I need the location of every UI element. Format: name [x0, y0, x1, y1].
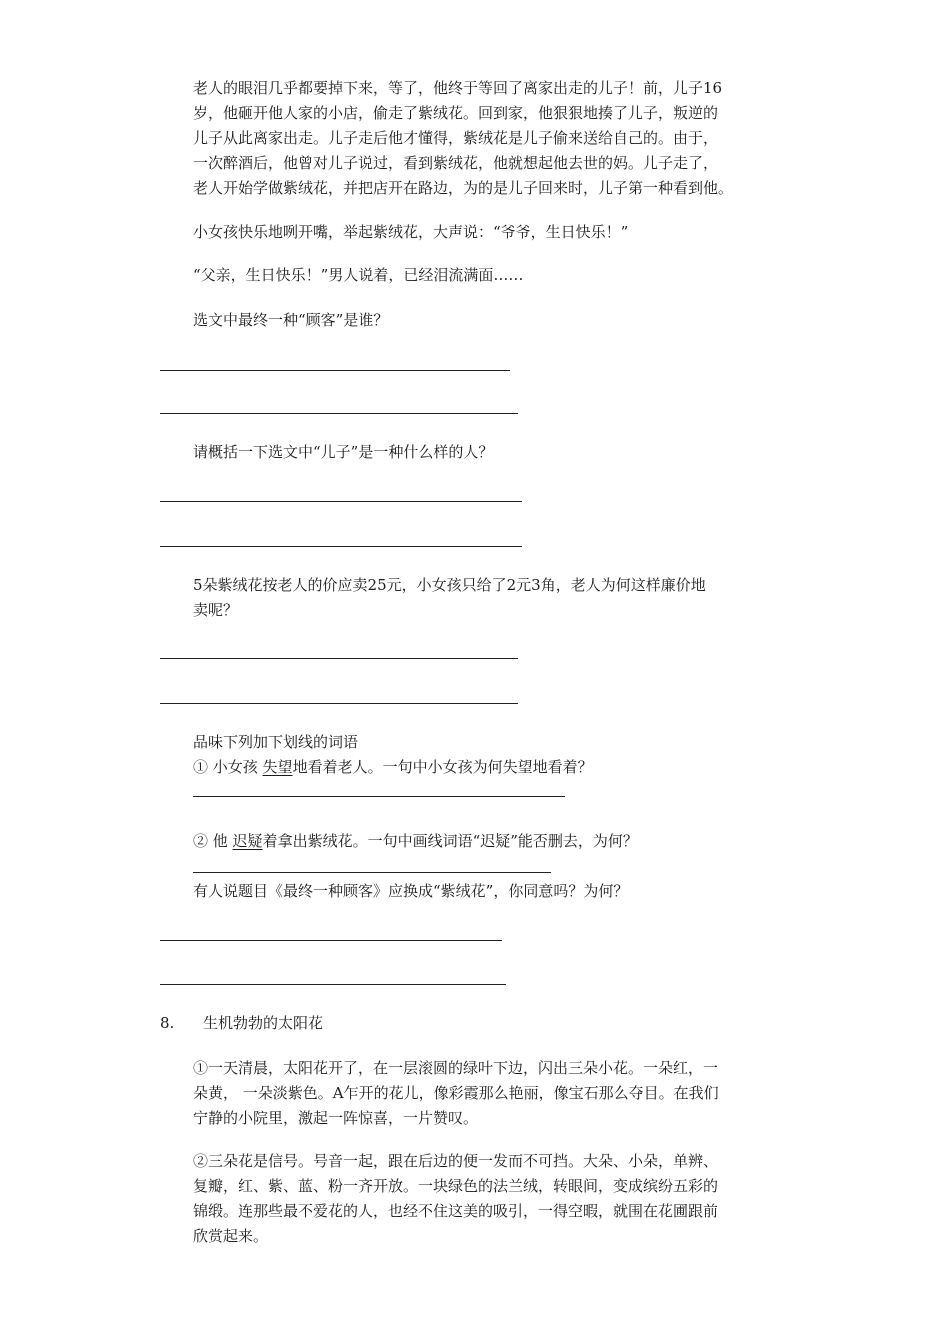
answer-line-q4b[interactable]	[193, 872, 551, 873]
paragraph-1-line: 宁静的小院里，激起一阵惊喜，一片赞叹。	[193, 1109, 479, 1127]
question-3-line1: 5朵紫绒花按老人的价应卖25元，小女孩只给了2元3角，老人为何这样廉价地	[193, 576, 706, 594]
answer-line-q1a[interactable]	[160, 370, 510, 371]
answer-line-q2b[interactable]	[160, 546, 522, 547]
answer-line-q2a[interactable]	[160, 501, 522, 502]
paragraph-1-line: ①一天清晨，太阳花开了，在一层滚圆的绿叶下边，闪出三朵小花。一朵红，一	[193, 1059, 719, 1077]
passage-line: 老人的眼泪几乎都要掉下来，等了，他终于等回了离家出走的儿子！前，儿子16	[193, 79, 723, 97]
paragraph-2-line: 锦缎。连那些最不爱花的人，也经不住这美的吸引，一得空暇，就围在花圃跟前	[193, 1202, 719, 1220]
question-4b-prefix: ② 他	[193, 832, 233, 850]
question-2: 请概括一下选文中“儿子”是一种什么样的人？	[193, 443, 494, 461]
passage-girl-line: 小女孩快乐地咧开嘴，举起紫绒花，大声说：“爷爷，生日快乐！”	[193, 223, 629, 241]
underlined-word-chiyi: 迟疑	[232, 832, 263, 850]
answer-line-q3b[interactable]	[160, 703, 518, 704]
passage-man-line: “父亲，生日快乐！”男人说着，已经泪流满面……	[193, 266, 524, 284]
question-4a-prefix: ① 小女孩	[193, 758, 263, 776]
section-title: 生机勃勃的太阳花	[203, 1014, 324, 1032]
answer-line-q5a[interactable]	[160, 940, 502, 941]
underlined-word-shiwang: 失望	[262, 758, 293, 776]
question-3-line2: 卖呢？	[193, 601, 239, 619]
question-4b	[193, 829, 638, 853]
paragraph-2-line: ②三朵花是信号。号音一起，跟在后边的便一发而不可挡。大朵、小朵，单辨、	[193, 1152, 719, 1170]
answer-line-q5b[interactable]	[160, 984, 506, 985]
answer-line-q4a[interactable]	[193, 796, 565, 797]
passage-line: 岁，他砸开他人家的小店，偷走了紫绒花。回到家，他狠狠地揍了儿子，叛逆的	[193, 104, 719, 122]
question-5: 有人说题目《最终一种顾客》应换成“紫绒花”，你同意吗？为何？	[193, 882, 629, 900]
paragraph-1-line: 朵黄， 一朵淡紫色。A乍开的花儿，像彩霞那么艳丽，像宝石那么夺目。在我们	[193, 1084, 719, 1102]
section-number: 8.	[160, 1014, 175, 1032]
paragraph-2-line: 欣赏起来。	[193, 1227, 269, 1245]
passage-line: 一次醉酒后，他曾对儿子说过，看到紫绒花，他就想起他去世的妈。儿子走了，	[193, 154, 719, 172]
question-4a-suffix: 地看着老人。一句中小女孩为何失望地看着？	[292, 758, 593, 776]
answer-line-q1b[interactable]	[160, 413, 518, 414]
question-1: 选文中最终一种“顾客”是谁？	[193, 311, 389, 329]
passage-line: 儿子从此离家出走。儿子走后他才懂得，紫绒花是儿子偷来送给自己的。由于，	[193, 129, 719, 147]
question-4b-suffix: 着拿出紫绒花。一句中画线词语“迟疑”能否删去，为何？	[262, 832, 638, 850]
answer-line-q3a[interactable]	[160, 658, 518, 659]
question-4a	[193, 755, 593, 779]
paragraph-2-line: 复瓣，红、紫、蓝、粉一齐开放。一块绿色的法兰绒，转眼间，变成缤纷五彩的	[193, 1177, 719, 1195]
passage-line: 老人开始学做紫绒花，并把店开在路边，为的是儿子回来时，儿子第一种看到他。	[193, 179, 734, 197]
question-4-intro: 品味下列加下划线的词语	[193, 733, 359, 751]
